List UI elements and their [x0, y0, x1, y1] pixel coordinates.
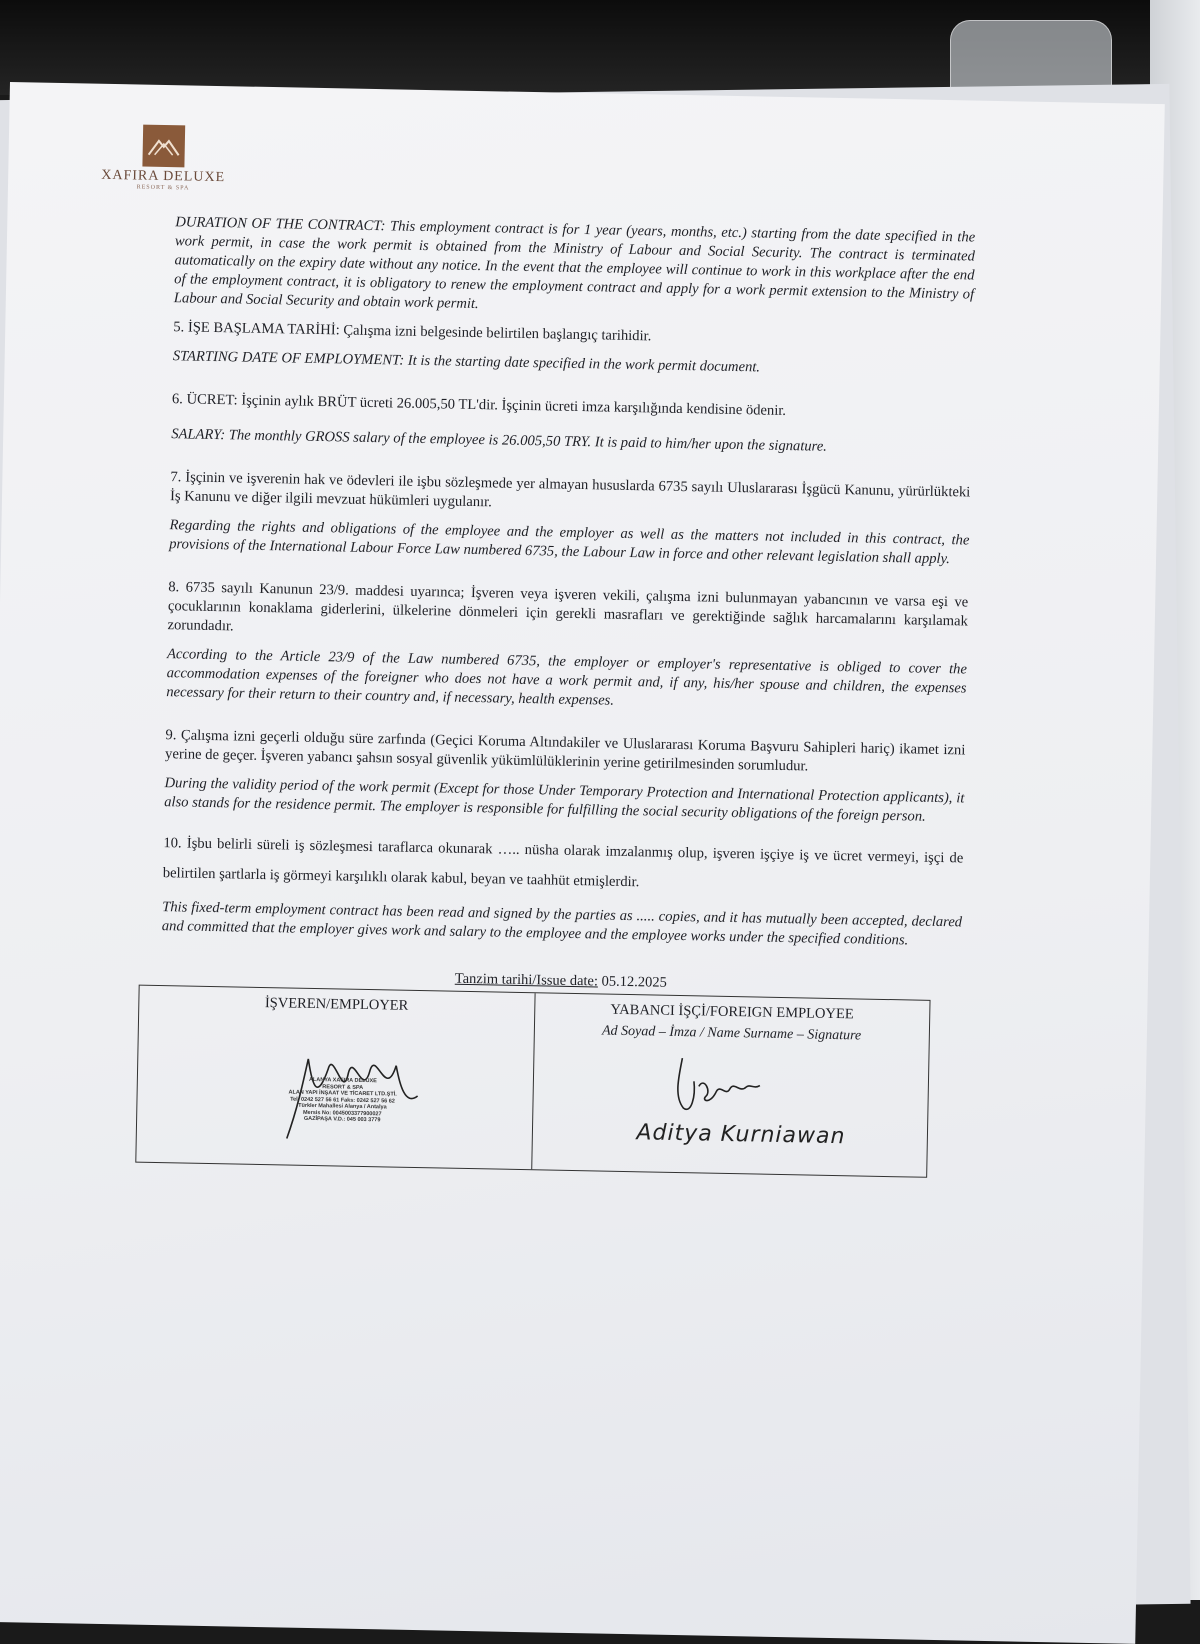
section-6-en: SALARY: The monthly GROSS salary of the employee is 26.005,50 TRY. It is paid to him/her upon the signature.: [171, 426, 828, 455]
company-stamp: ALANYA XAFIRA DELUXE RESORT & SPA ALAN YAPI İNŞAAT VE TİCARET LTD.ŞTİ. Tel: 0242 527 56 61 Faks: 0242 527 56 62 Türkler Mahallesi Alanya / Antalya Mersis No: 0045003377900027 GAZİPAŞA V.D.: 045 003 3779: [288, 1076, 397, 1124]
contract-page: [0, 82, 1165, 1644]
employee-handwritten-name: Aditya Kurniawan: [636, 1120, 846, 1150]
contract-body: [157, 213, 975, 1178]
section-8-en: According to the Article 23/9 of the Law numbered 6735, the employer or employer's representative is obliged to cover the accommodation expenses of the foreigner who does not have a work permit and, if any, his/her spouse and children, the expenses necessary for their return to their country and, if necessary, health expenses.: [166, 646, 968, 709]
section-7-tr: 7. İşçinin ve işverenin hak ve ödevleri ile işbu sözleşmede yer almayan hususlarda 6735 sayılı Uluslararası İşgücü Kanunu, yürürlükteki İş Kanunu ve diğer ilgili mevzuat hükümleri uygulanır.: [169, 469, 971, 511]
section-7-en: Regarding the rights and obligations of the employee and the employer as well as the matters not included in this contract, the provisions of the International Labour Force Law numbered 6735, the Labour Law in force and other relevant legislation shall apply.: [169, 517, 970, 568]
section-9-tr: 9. Çalışma izni geçerli olduğu süre zarfında (Geçici Koruma Altındakiler ve Uluslararası Koruma Başvuru Sahipleri hariç) ikamet izni yerine de geçer. İşveren yabancı şahsın sosyal güvenlik yükümlülüklerinin yerine getirilmesinden sorumludur.: [164, 727, 966, 775]
employer-cell: [136, 986, 534, 1170]
employee-header: YABANCI İŞÇİ/FOREIGN EMPLOYEE: [610, 1001, 854, 1023]
section-5-en: STARTING DATE OF EMPLOYMENT: It is the starting date specified in the work permit document.: [172, 348, 761, 376]
employee-cell: [531, 993, 930, 1177]
issue-date: 05.12.2025: [601, 973, 667, 991]
logo-mountain-icon: [142, 125, 185, 168]
section-10-tr: 10. İşbu belirli süreli iş sözleşmesi taraflarca okunarak ….. nüsha olarak imzalanmış olup, işveren işçiye iş ve ücret vermeyi, işçi de belirtilen şartlarla iş görmeyi karşılıklı olarak kabul, beyan ve taahhüt etmişlerdir.: [162, 835, 964, 891]
issue-label: Tanzim tarihi/Issue date:: [454, 970, 599, 990]
section-8-tr: 8. 6735 sayılı Kanunun 23/9. maddesi uyarınca; İşveren veya işveren vekili, çalışma izni bulunmayan yabancının ve varsa eşi ve çocuklarının konaklama giderlerini, ülkelerine dönmeleri için gerekli masrafları ve gerektiğinde sağlık harcamalarını karşılamak zorundadır.: [167, 579, 969, 635]
section-10-en: This fixed-term employment contract has been read and signed by the parties as ..... copies, and it has mutually been accepted, declared and committed that the employer gives work and salary to the employee and the employee works under the specified conditions.: [161, 899, 963, 949]
logo-subtitle: RESORT & SPA: [136, 184, 190, 192]
section-9-en: During the validity period of the work permit (Except for those Under Temporary Protection and International Protection applicants), it also stands for the residence permit. The employer is responsible for fulfilling the social security obligations of the foreign person.: [164, 775, 965, 825]
duration-en: DURATION OF THE CONTRACT: This employment contract is for 1 year (years, months, etc.) starting from the date specified in the work permit, in case the work permit is obtained from the Ministry of Labour and Social Security. The contract is terminated automatically on the expiry date without any notice. In the event that the employee will continue to work in this workplace after the end of the employment contract, it is obligatory to renew the employment contract and apply for a work permit extension to the Ministry of Labour and Social Security and obtain work permit.: [173, 214, 976, 313]
section-5-tr: 5. İŞE BAŞLAMA TARİHİ: Çalışma izni belgesinde belirtilen başlangıç tarihidir.: [173, 319, 652, 345]
section-6-tr: 6. ÜCRET: İşçinin aylık BRÜT ücreti 26.005,50 TL'dir. İşçinin ücreti imza karşılığında kendisine ödenir.: [171, 391, 787, 419]
employer-header: İŞVEREN/EMPLOYER: [264, 995, 409, 1014]
company-logo: [98, 124, 229, 192]
signature-table: [135, 985, 930, 1178]
logo-name: XAFIRA DELUXE: [101, 167, 226, 186]
employee-subheader: Ad Soyad – İmza / Name Surname – Signature: [601, 1023, 862, 1044]
employee-signature-scribble: [532, 993, 930, 1177]
